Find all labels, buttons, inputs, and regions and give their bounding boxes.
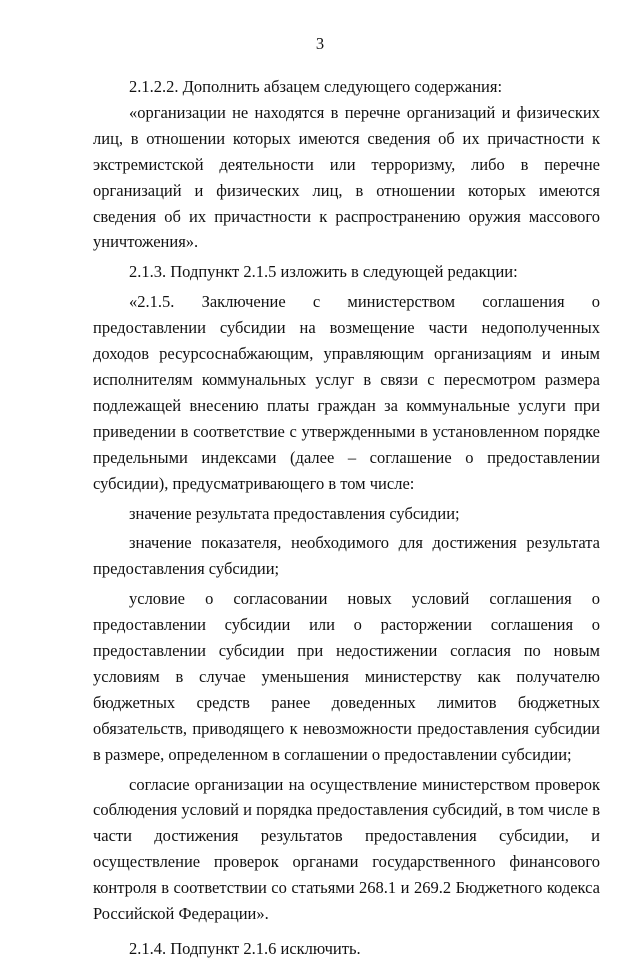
paragraph-inspection-consent: согласие организации на осуществление министерством проверок соблюдения условий и порядка предоставления субсидий, в том числе в части достижения результатов предоставления субсидии, и осуществление проверок органами государственного финансового контроля в соответствии со статьями 268.1 и 269.2 Бюджетного кодекса Российской Федерации». — [93, 774, 600, 924]
paragraph-agreement-condition: условие о согласовании новых условий соглашения о предоставлении субсидии или о расторжении соглашения о предоставлении субсидии при недостижении согласия по новым условиям в случае уменьшения министерству как получателю бюджетных средств ранее доведенных лимитов бюджетных обязательств, приводящего к невозможности предоставления субсидии в размере, определенном в соглашении о предоставлении субсидии; — [93, 589, 600, 764]
paragraph-indicator-value: значение показателя, необходимого для достижения результата предоставления субсидии; — [93, 533, 600, 579]
paragraph-result-value: значение результата предоставления субсидии; — [129, 503, 460, 523]
paragraph-2-1-2-2: 2.1.2.2. Дополнить абзацем следующего содержания: — [129, 77, 503, 96]
paragraph-quoted-addition: «организации не находятся в перечне организаций и физических лиц, в отношении которых имеются сведения об их причастности к экстремистской деятельности или терроризму, либо в перечне организаций и физических лиц, в отношении которых имеются сведения об их причастности к распространению оружия массового уничтожения». — [93, 102, 600, 252]
paragraph-2-1-3: 2.1.3. Подпункт 2.1.5 изложить в следующей редакции: — [129, 262, 518, 282]
document-body — [93, 74, 600, 962]
page-number: 3 — [315, 34, 325, 53]
paragraph-2-1-5-text: «2.1.5. Заключение с министерством соглашения о предоставлении субсидии на возмещение части недополученных доходов ресурсоснабжающим, управляющим организациям и иным исполнителям коммунальных услуг в связи с пересмотром размера подлежащей внесению платы граждан за коммунальные услуги при приведении в соответствие с утвержденными в установленном порядке предельными индексами (далее – соглашение о предоставлении субсидии), предусматривающего в том числе: — [93, 292, 600, 493]
paragraph-2-1-4: 2.1.4. Подпункт 2.1.6 исключить. — [129, 939, 361, 958]
